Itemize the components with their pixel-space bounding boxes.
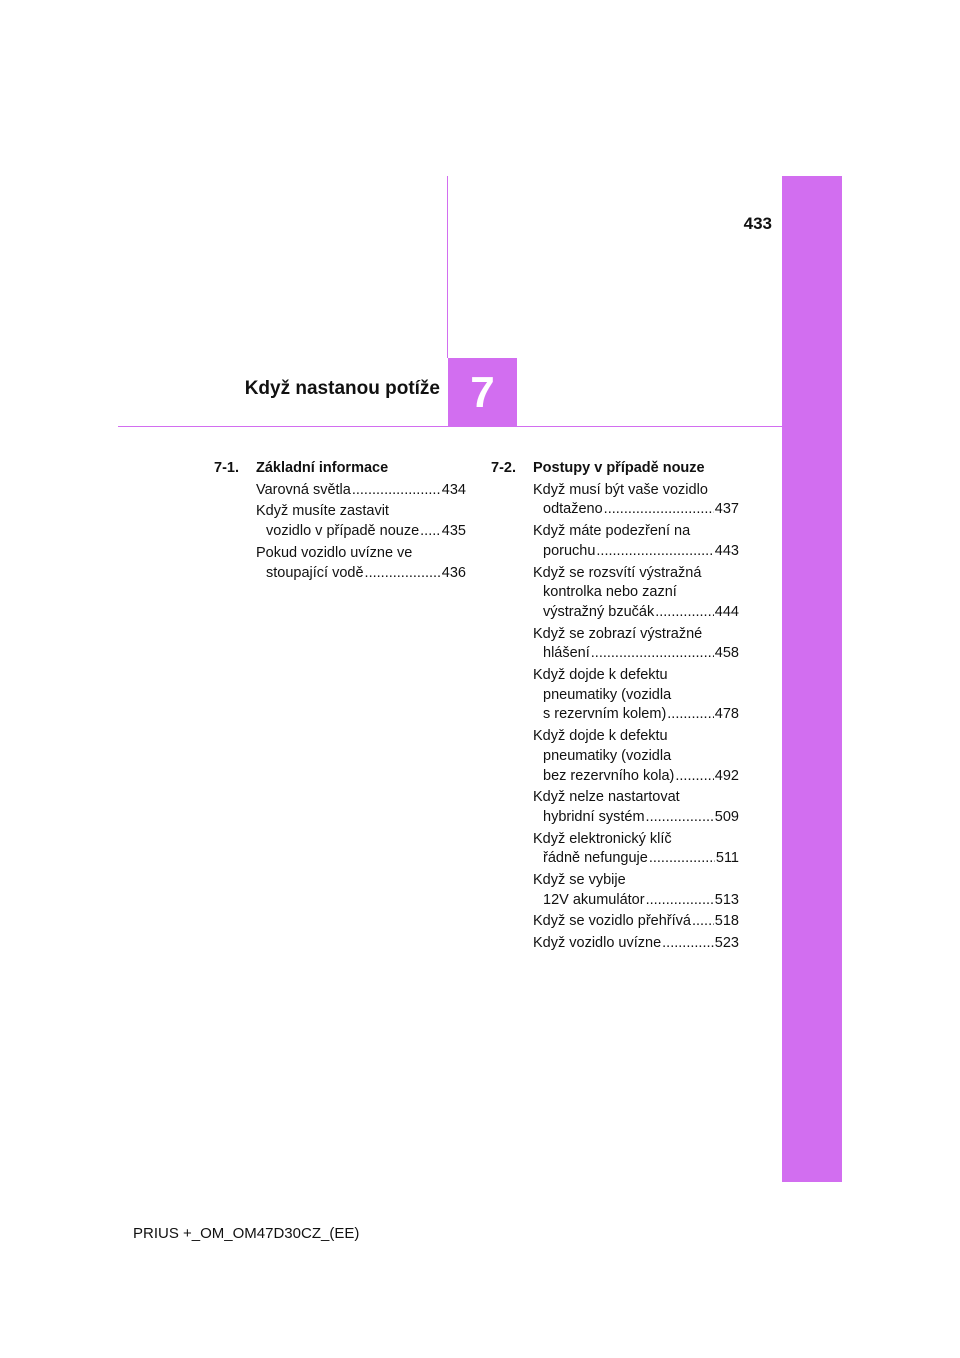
toc-entry-text: Když máte podezření na	[533, 523, 691, 540]
dot-leader	[646, 891, 714, 911]
toc-entry-text: Když se rozsvítí výstražná	[533, 564, 702, 581]
toc-entry-text: Když musíte zastavit	[256, 503, 389, 520]
dot-leader	[591, 644, 714, 664]
toc-entry-text: řádně nefunguje	[543, 850, 648, 867]
toc-entry[interactable]	[256, 502, 466, 541]
toc-entry[interactable]	[533, 481, 739, 520]
toc-entry[interactable]	[533, 788, 739, 827]
toc-entry-text: Když musí být vaše vozidlo	[533, 481, 708, 498]
dot-leader	[667, 705, 714, 725]
page-number: 433	[743, 214, 772, 233]
toc-entry-text: Pokud vozidlo uvízne ve	[256, 544, 413, 561]
toc-entry-text: Když elektronický klíč	[533, 830, 672, 847]
toc-entry-list	[214, 481, 466, 584]
vertical-divider	[447, 176, 448, 358]
toc-entry[interactable]	[533, 934, 739, 954]
toc-entry-text: 12V akumulátor	[543, 891, 645, 908]
toc-entry-text: Když se zobrazí výstražné	[533, 625, 703, 642]
toc-entry-page: 509	[714, 808, 739, 825]
toc-entry-page: 523	[714, 935, 739, 952]
toc-entry-text: stoupající vodě	[266, 564, 364, 581]
toc-entry-text: s rezervním kolem)	[543, 706, 667, 723]
dot-leader	[662, 934, 714, 954]
toc-entry-text: pneumatiky (vozidla	[543, 686, 672, 703]
toc-entry-page: 437	[714, 501, 739, 518]
dot-leader	[420, 522, 441, 542]
toc-entry-text: Když se vozidlo přehřívá	[533, 913, 691, 930]
section-number: 7-2.	[491, 460, 516, 476]
dot-leader	[646, 808, 714, 828]
toc-entry-page: 513	[714, 891, 739, 908]
toc-section-7-1	[214, 459, 466, 583]
toc-entry-text: Když vozidlo uvízne	[533, 935, 662, 952]
dot-leader	[365, 564, 441, 584]
toc-entry[interactable]	[533, 522, 739, 561]
section-heading	[214, 459, 466, 479]
toc-entry-text: Když dojde k defektu	[533, 728, 668, 745]
toc-entry-text: kontrolka nebo zazní	[543, 584, 677, 601]
toc-section-7-2	[491, 459, 739, 954]
toc-entry-text: poruchu	[543, 542, 596, 559]
dot-leader	[675, 767, 713, 787]
toc-entry-page: 434	[441, 481, 466, 498]
document-code: PRIUS +_OM_OM47D30CZ_(EE)	[133, 1225, 360, 1242]
section-title: Základní informace	[256, 460, 389, 476]
section-title: Postupy v případě nouze	[533, 460, 705, 476]
toc-entry-text: bez rezervního kola)	[543, 767, 675, 784]
dot-leader	[596, 542, 713, 562]
toc-entry-list	[491, 481, 739, 954]
toc-entry-page: 511	[715, 850, 739, 867]
dot-leader	[655, 603, 714, 623]
toc-entry[interactable]	[533, 912, 739, 932]
toc-entry-text: hybridní systém	[543, 808, 645, 825]
toc-entry-text: Když se vybije	[533, 872, 626, 889]
toc-entry-text: výstražný bzučák	[543, 603, 655, 620]
toc-entry-page: 478	[714, 706, 739, 723]
chapter-number-box: 7	[448, 358, 517, 427]
toc-entry-text: Když dojde k defektu	[533, 667, 668, 684]
section-number: 7-1.	[214, 460, 239, 476]
toc-entry-page: 518	[714, 913, 739, 930]
dot-leader	[604, 500, 714, 520]
toc-entry[interactable]	[533, 830, 739, 869]
dot-leader	[352, 481, 441, 501]
toc-entry[interactable]	[533, 871, 739, 910]
toc-entry[interactable]	[256, 481, 466, 501]
section-heading	[491, 459, 739, 479]
toc-entry-page: 492	[714, 767, 739, 784]
toc-entry[interactable]	[256, 544, 466, 583]
toc-entry-text: Varovná světla	[256, 481, 351, 498]
toc-entry-text: odtaženo	[543, 501, 603, 518]
toc-entry-text: Když nelze nastartovat	[533, 789, 680, 806]
toc-entry-text: pneumatiky (vozidla	[543, 747, 672, 764]
toc-entry-page: 435	[441, 523, 466, 540]
toc-entry-page: 458	[714, 645, 739, 662]
toc-entry-text: hlášení	[543, 645, 590, 662]
dot-leader	[692, 912, 714, 932]
toc-entry-text: vozidlo v případě nouze	[266, 523, 420, 540]
chapter-side-tab	[782, 176, 842, 1182]
toc-entry-page: 443	[714, 542, 739, 559]
toc-entry-page: 444	[714, 603, 739, 620]
toc-entry[interactable]	[533, 625, 739, 664]
chapter-title: Když nastanou potíže	[244, 378, 440, 399]
dot-leader	[649, 849, 715, 869]
toc-entry[interactable]	[533, 564, 739, 623]
toc-entry-page: 436	[441, 564, 466, 581]
toc-entry[interactable]	[533, 727, 739, 786]
toc-entry[interactable]	[533, 666, 739, 725]
